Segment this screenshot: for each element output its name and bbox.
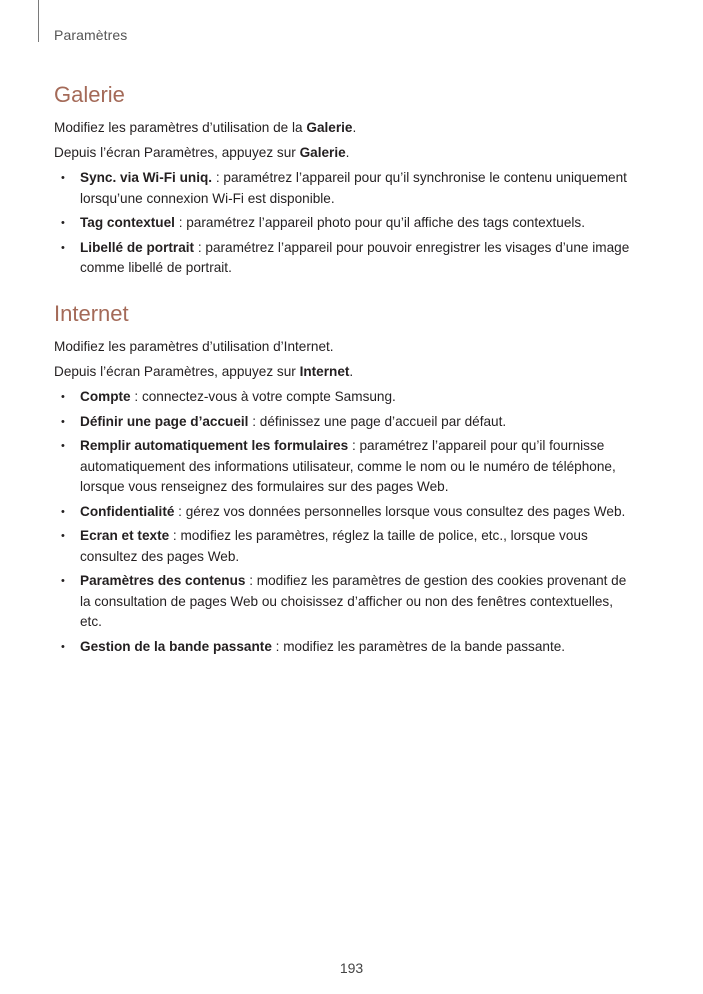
option-desc: : définissez une page d’accueil par défaut. <box>248 413 507 429</box>
option-term: Sync. via Wi-Fi uniq. <box>80 170 213 185</box>
option-desc: : paramétrez l’appareil pour pouvoir enregistrer les visages d’une image comme libellé de portrait. <box>80 239 630 275</box>
bullet-icon: • <box>61 575 65 587</box>
internet-path-end: . <box>349 364 354 379</box>
option-term: Confidentialité <box>80 503 175 519</box>
list-item <box>54 502 634 523</box>
option-term: Paramètres des contenus <box>80 573 246 588</box>
list-item <box>54 168 634 209</box>
option-desc: : modifiez les paramètres de la bande passante. <box>271 638 566 654</box>
section-title-galerie: Galerie <box>54 82 125 107</box>
galerie-intro-text: Modifiez les paramètres d’utilisation de la <box>54 120 307 135</box>
bullet-icon: • <box>61 640 65 653</box>
option-term: Libellé de portrait <box>80 239 195 255</box>
option-term: Ecran et texte <box>80 528 170 543</box>
header-rule <box>38 0 39 42</box>
list-item <box>54 571 634 633</box>
galerie-path <box>54 143 634 163</box>
internet-path-text: Depuis l’écran Paramètres, appuyez sur <box>54 364 300 379</box>
option-desc: : paramétrez l’appareil photo pour qu’il affiche des tags contextuels. <box>174 215 585 230</box>
bullet-icon: • <box>61 440 65 452</box>
bullet-icon: • <box>61 241 65 254</box>
option-term: Tag contextuel <box>80 215 175 230</box>
internet-intro-text: Modifiez les paramètres d’utilisation d’Internet. <box>54 339 334 354</box>
page-number: 193 <box>339 960 364 976</box>
option-term: Remplir automatiquement les formulaires <box>80 438 349 453</box>
internet-intro <box>54 337 634 357</box>
list-item <box>54 412 634 433</box>
running-header: Paramètres <box>54 27 128 43</box>
option-desc: : modifiez les paramètres de gestion des cookies provenant de la consultation de pages Web ou choisissez d’afficher ou non des fenêtres contextuelles, etc. <box>80 573 627 629</box>
option-term: Compte <box>80 389 131 404</box>
galerie-path-bold: Galerie <box>299 145 346 160</box>
galerie-path-end: . <box>345 145 350 160</box>
galerie-intro-bold: Galerie <box>306 120 353 135</box>
galerie-options-list <box>54 168 634 279</box>
internet-path <box>54 362 634 382</box>
option-desc: : paramétrez l’appareil pour qu’il synchronise le contenu uniquement lorsqu’une connexion Wi-Fi est disponible. <box>80 170 627 206</box>
list-item <box>54 238 634 279</box>
option-desc: : connectez-vous à votre compte Samsung. <box>130 389 396 404</box>
option-term: Définir une page d’accueil <box>80 413 249 429</box>
list-item <box>54 436 634 498</box>
list-item <box>54 637 634 658</box>
bullet-icon: • <box>61 391 65 403</box>
bullet-icon: • <box>61 172 65 184</box>
bullet-icon: • <box>61 530 65 542</box>
galerie-intro <box>54 118 634 138</box>
galerie-path-text: Depuis l’écran Paramètres, appuyez sur <box>54 145 300 160</box>
galerie-intro-end: . <box>352 120 357 135</box>
list-item <box>54 213 634 234</box>
option-desc: : gérez vos données personnelles lorsque vous consultez des pages Web. <box>174 503 626 519</box>
list-item <box>54 387 634 408</box>
bullet-icon: • <box>61 217 65 229</box>
option-desc: : modifiez les paramètres, réglez la taille de police, etc., lorsque vous consultez des pages Web. <box>80 528 588 564</box>
section-title-internet: Internet <box>54 301 129 326</box>
section-galerie <box>54 80 634 283</box>
internet-options-list <box>54 387 634 657</box>
option-desc: : paramétrez l’appareil pour qu’il fournisse automatiquement des informations utilisateur, comme le nom ou le numéro de téléphone, lorsque vous renseignez des formulaires sur des pages Web. <box>80 438 616 494</box>
option-term: Gestion de la bande passante <box>80 638 272 654</box>
section-internet <box>54 299 634 661</box>
list-item <box>54 526 634 567</box>
internet-path-bold: Internet <box>299 364 350 379</box>
bullet-icon: • <box>61 415 65 428</box>
bullet-icon: • <box>61 505 65 518</box>
